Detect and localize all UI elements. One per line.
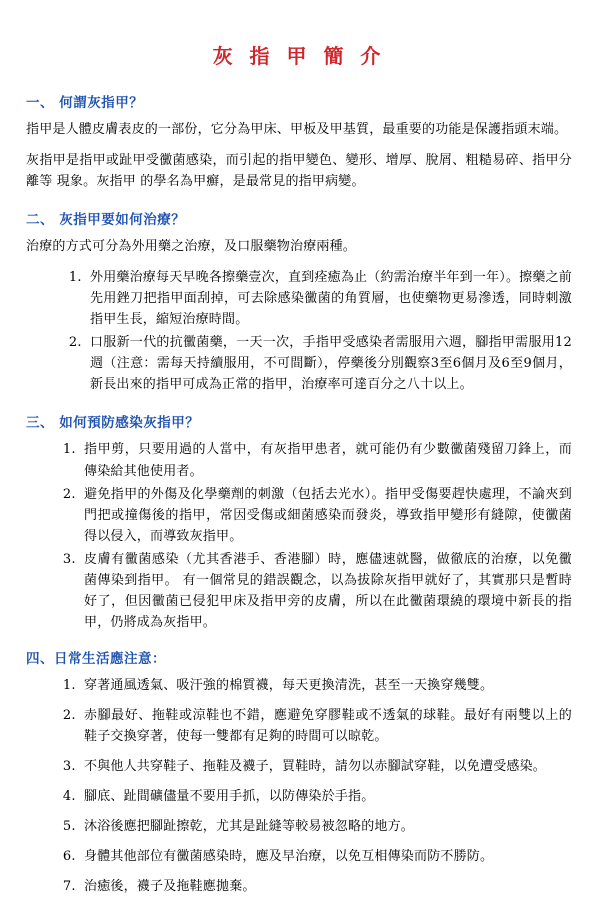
section-heading-4: 四、日常生活應注意：	[26, 650, 166, 667]
list-item: 2. 口服新一代的抗黴菌藥，一天一次，手指甲受感染者需服用六週，腳指甲需服用12週（注意：需每天持續服用，不可間斷），停藥後分別觀察3至6個月及6至9個月，新長出來的指甲可成為正常的指甲，治療率可達百分之八十以上。	[86, 332, 572, 395]
list-item: 5. 沐浴後應把腳趾擦乾，尤其是趾縫等較易被忽略的地方。	[80, 816, 572, 837]
section-heading-1: 一、 何謂灰指甲？	[26, 95, 144, 111]
list-item: 3. 不與他人共穿鞋子、拖鞋及襪子，買鞋時，請勿以赤腳試穿鞋，以免遭受感染。	[80, 756, 572, 777]
section-4-list	[26, 675, 572, 897]
section-1-paragraph-2: 灰指甲是指甲或趾甲受黴菌感染，而引起的指甲變色、變形、增厚、脫屑、粗糙易碎、指甲分離等 現象。灰指甲 的學名為甲癬，是最常見的指甲病變。	[26, 153, 572, 190]
list-item: 7. 治癒後，襪子及拖鞋應拋棄。	[80, 876, 572, 897]
list-item: 2. 避免指甲的外傷及化學藥劑的刺激（包括去光水）。指甲受傷要趕快處理，不論夾到門把或撞傷後的指甲，常因受傷或細菌感染而發炎，導致指甲變形有縫隙，使黴菌得以侵入，而導致灰指甲。	[80, 484, 572, 547]
section-1-paragraph-1: 指甲是人體皮膚表皮的一部份，它分為甲床、甲板及甲基質，最重要的功能是保護指頭末端。	[26, 122, 568, 137]
list-item: 6. 身體其他部位有黴菌感染時，應及早治療，以免互相傳染而防不勝防。	[80, 846, 572, 867]
list-item: 1. 指甲剪，只要用過的人當中，有灰指甲患者，就可能仍有少數黴菌殘留刀鋒上，而傳染給其他使用者。	[80, 439, 572, 481]
list-item: 1. 穿著通風透氣、吸汗強的棉質襪，每天更換清洗，甚至一天換穿幾雙。	[80, 675, 572, 696]
list-item: 3. 皮膚有黴菌感染（尤其香港手、香港腳）時，應儘速就醫，做徹底的治療，以免黴菌傳染到指甲。 有一個常見的錯誤觀念，以為拔除灰指甲就好了，其實那只是暫時好了，但因黴菌已侵犯甲床及指甲旁的皮膚，所以在此黴菌環繞的環境中新長的指甲，仍將成為灰指甲。	[80, 549, 572, 633]
section-3-list	[26, 439, 572, 632]
section-heading-2: 二、 灰指甲要如何治療？	[26, 212, 186, 229]
page-title: 灰 指 甲 簡 介	[212, 44, 386, 68]
list-item: 2. 赤腳最好、拖鞋或涼鞋也不錯，應避免穿膠鞋或不透氣的球鞋。最好有兩雙以上的鞋子交換穿著，使每一雙都有足夠的時間可以晾乾。	[80, 705, 572, 747]
section-2-list	[26, 267, 572, 395]
list-item: 1. 外用藥治療每天早晚各擦藥壹次，直到痊癒為止（約需治療半年到一年）。擦藥之前先用銼刀把指甲面刮掉，可去除感染黴菌的角質層，也使藥物更易滲透，同時刺激指甲生長，縮短治療時間。	[86, 267, 572, 330]
list-item: 4. 腳底、趾間礦儘量不要用手抓，以防傳染於手指。	[80, 786, 572, 807]
section-heading-3: 三、 如何預防感染灰指甲？	[26, 415, 200, 432]
section-2-paragraph-1: 治療的方式可分為外用藥之治療，及口服藥物治療兩種。	[26, 239, 357, 255]
